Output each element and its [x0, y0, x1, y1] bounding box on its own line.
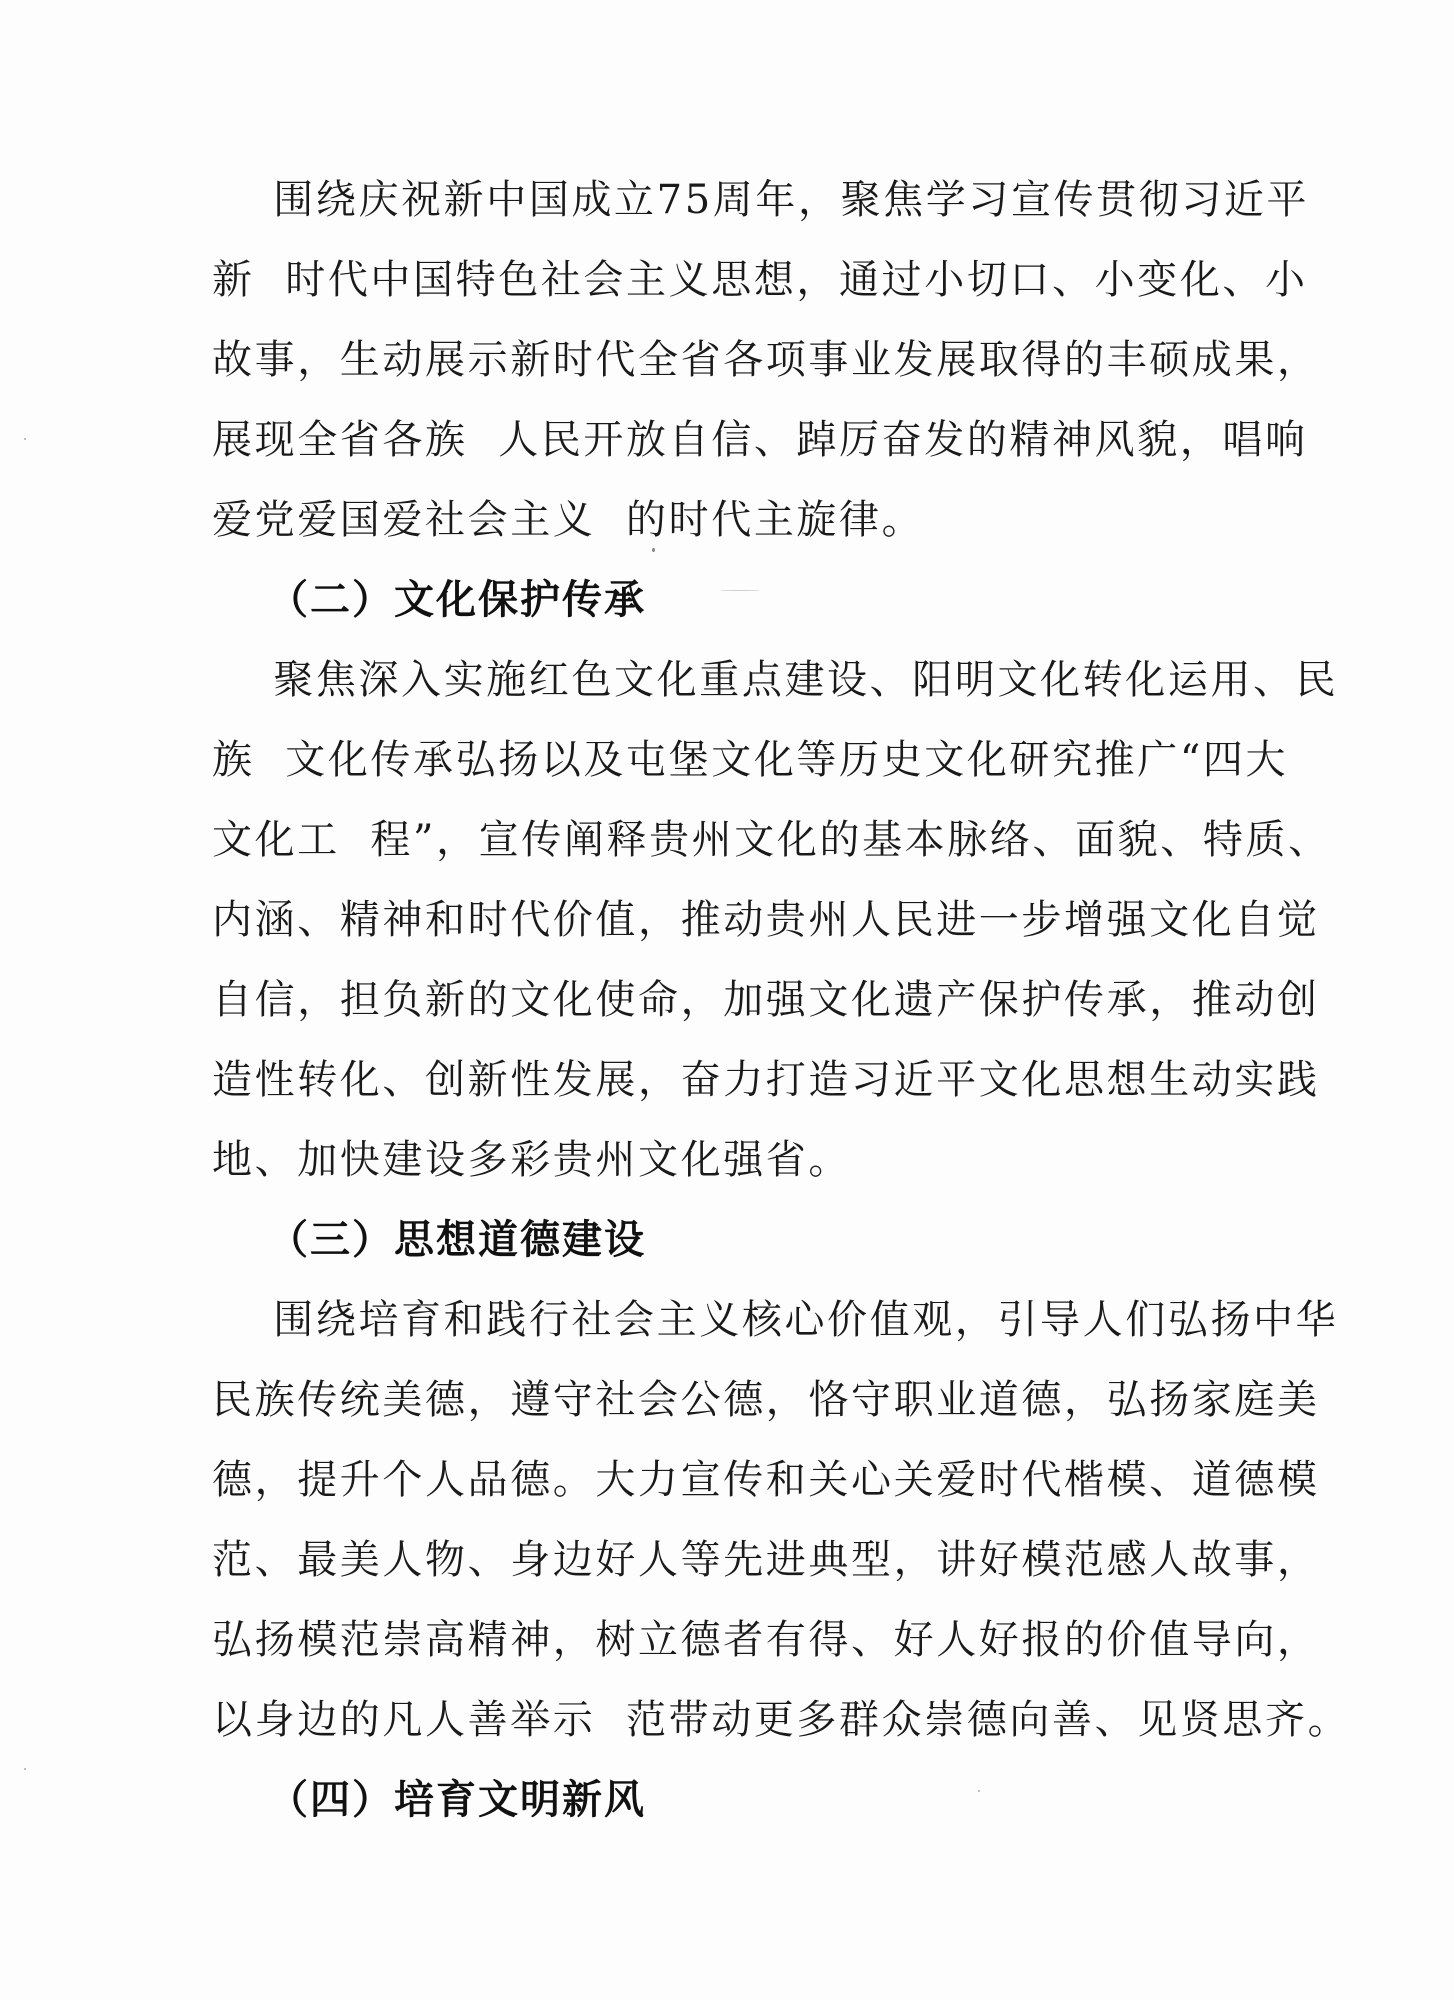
section-2-line-3: 文化工 程”，宣传阐释贵州文化的基本脉络、面貌、特质、	[212, 817, 1331, 863]
section-2-line-1: 聚焦深入实施红色文化重点建设、阳明文化转化运用、民	[212, 657, 1339, 703]
paragraph-1-line-2: 新 时代中国特色社会主义思想，通过小切口、小变化、小	[212, 257, 1308, 303]
section-3-heading: （三）思想道德建设	[268, 1217, 646, 1263]
section-3-line-6: 以身边的凡人善举示 范带动更多群众崇德向善、见贤思齐。	[212, 1697, 1351, 1743]
paragraph-1-line-5: 爱党爱国爱社会主义 的时代主旋律。	[212, 497, 925, 543]
section-4-heading: （四）培育文明新风	[268, 1777, 646, 1823]
scan-speck	[978, 1790, 980, 1792]
section-3-line-4: 范、最美人物、身边好人等先进典型，讲好模范感人故事，	[212, 1537, 1320, 1583]
scan-speck	[720, 590, 760, 591]
section-2-line-5: 自信，担负新的文化使命，加强文化遗产保护传承，推动创	[212, 977, 1320, 1023]
scan-speck	[24, 438, 26, 440]
section-2-heading: （二）文化保护传承	[268, 577, 646, 623]
paragraph-1-line-3: 故事，生动展示新时代全省各项事业发展取得的丰硕成果，	[212, 337, 1320, 383]
paragraph-1-line-4: 展现全省各族 人民开放自信、踔厉奋发的精神风貌，唱响	[212, 417, 1308, 463]
paragraph-1-line-1: 围绕庆祝新中国成立75周年，聚焦学习宣传贯彻习近平	[212, 177, 1310, 223]
section-3-line-3: 德，提升个人品德。大力宣传和关心关爱时代楷模、道德模	[212, 1457, 1320, 1503]
scan-speck	[652, 548, 655, 552]
scan-speck	[24, 1768, 26, 1770]
section-2-line-4: 内涵、精神和时代价值，推动贵州人民进一步增强文化自觉	[212, 897, 1320, 943]
section-2-line-6: 造性转化、创新性发展，奋力打造习近平文化思想生动实践	[212, 1057, 1320, 1103]
section-3-line-2: 民族传统美德，遵守社会公德，恪守职业道德，弘扬家庭美	[212, 1377, 1320, 1423]
section-3-line-5: 弘扬模范崇高精神，树立德者有得、好人好报的价值导向，	[212, 1617, 1320, 1663]
section-3-line-1: 围绕培育和践行社会主义核心价值观，引导人们弘扬中华	[212, 1297, 1339, 1343]
section-2-line-7: 地、加快建设多彩贵州文化强省。	[212, 1137, 851, 1183]
section-2-line-2: 族 文化传承弘扬以及屯堡文化等历史文化研究推广“四大	[212, 737, 1289, 783]
